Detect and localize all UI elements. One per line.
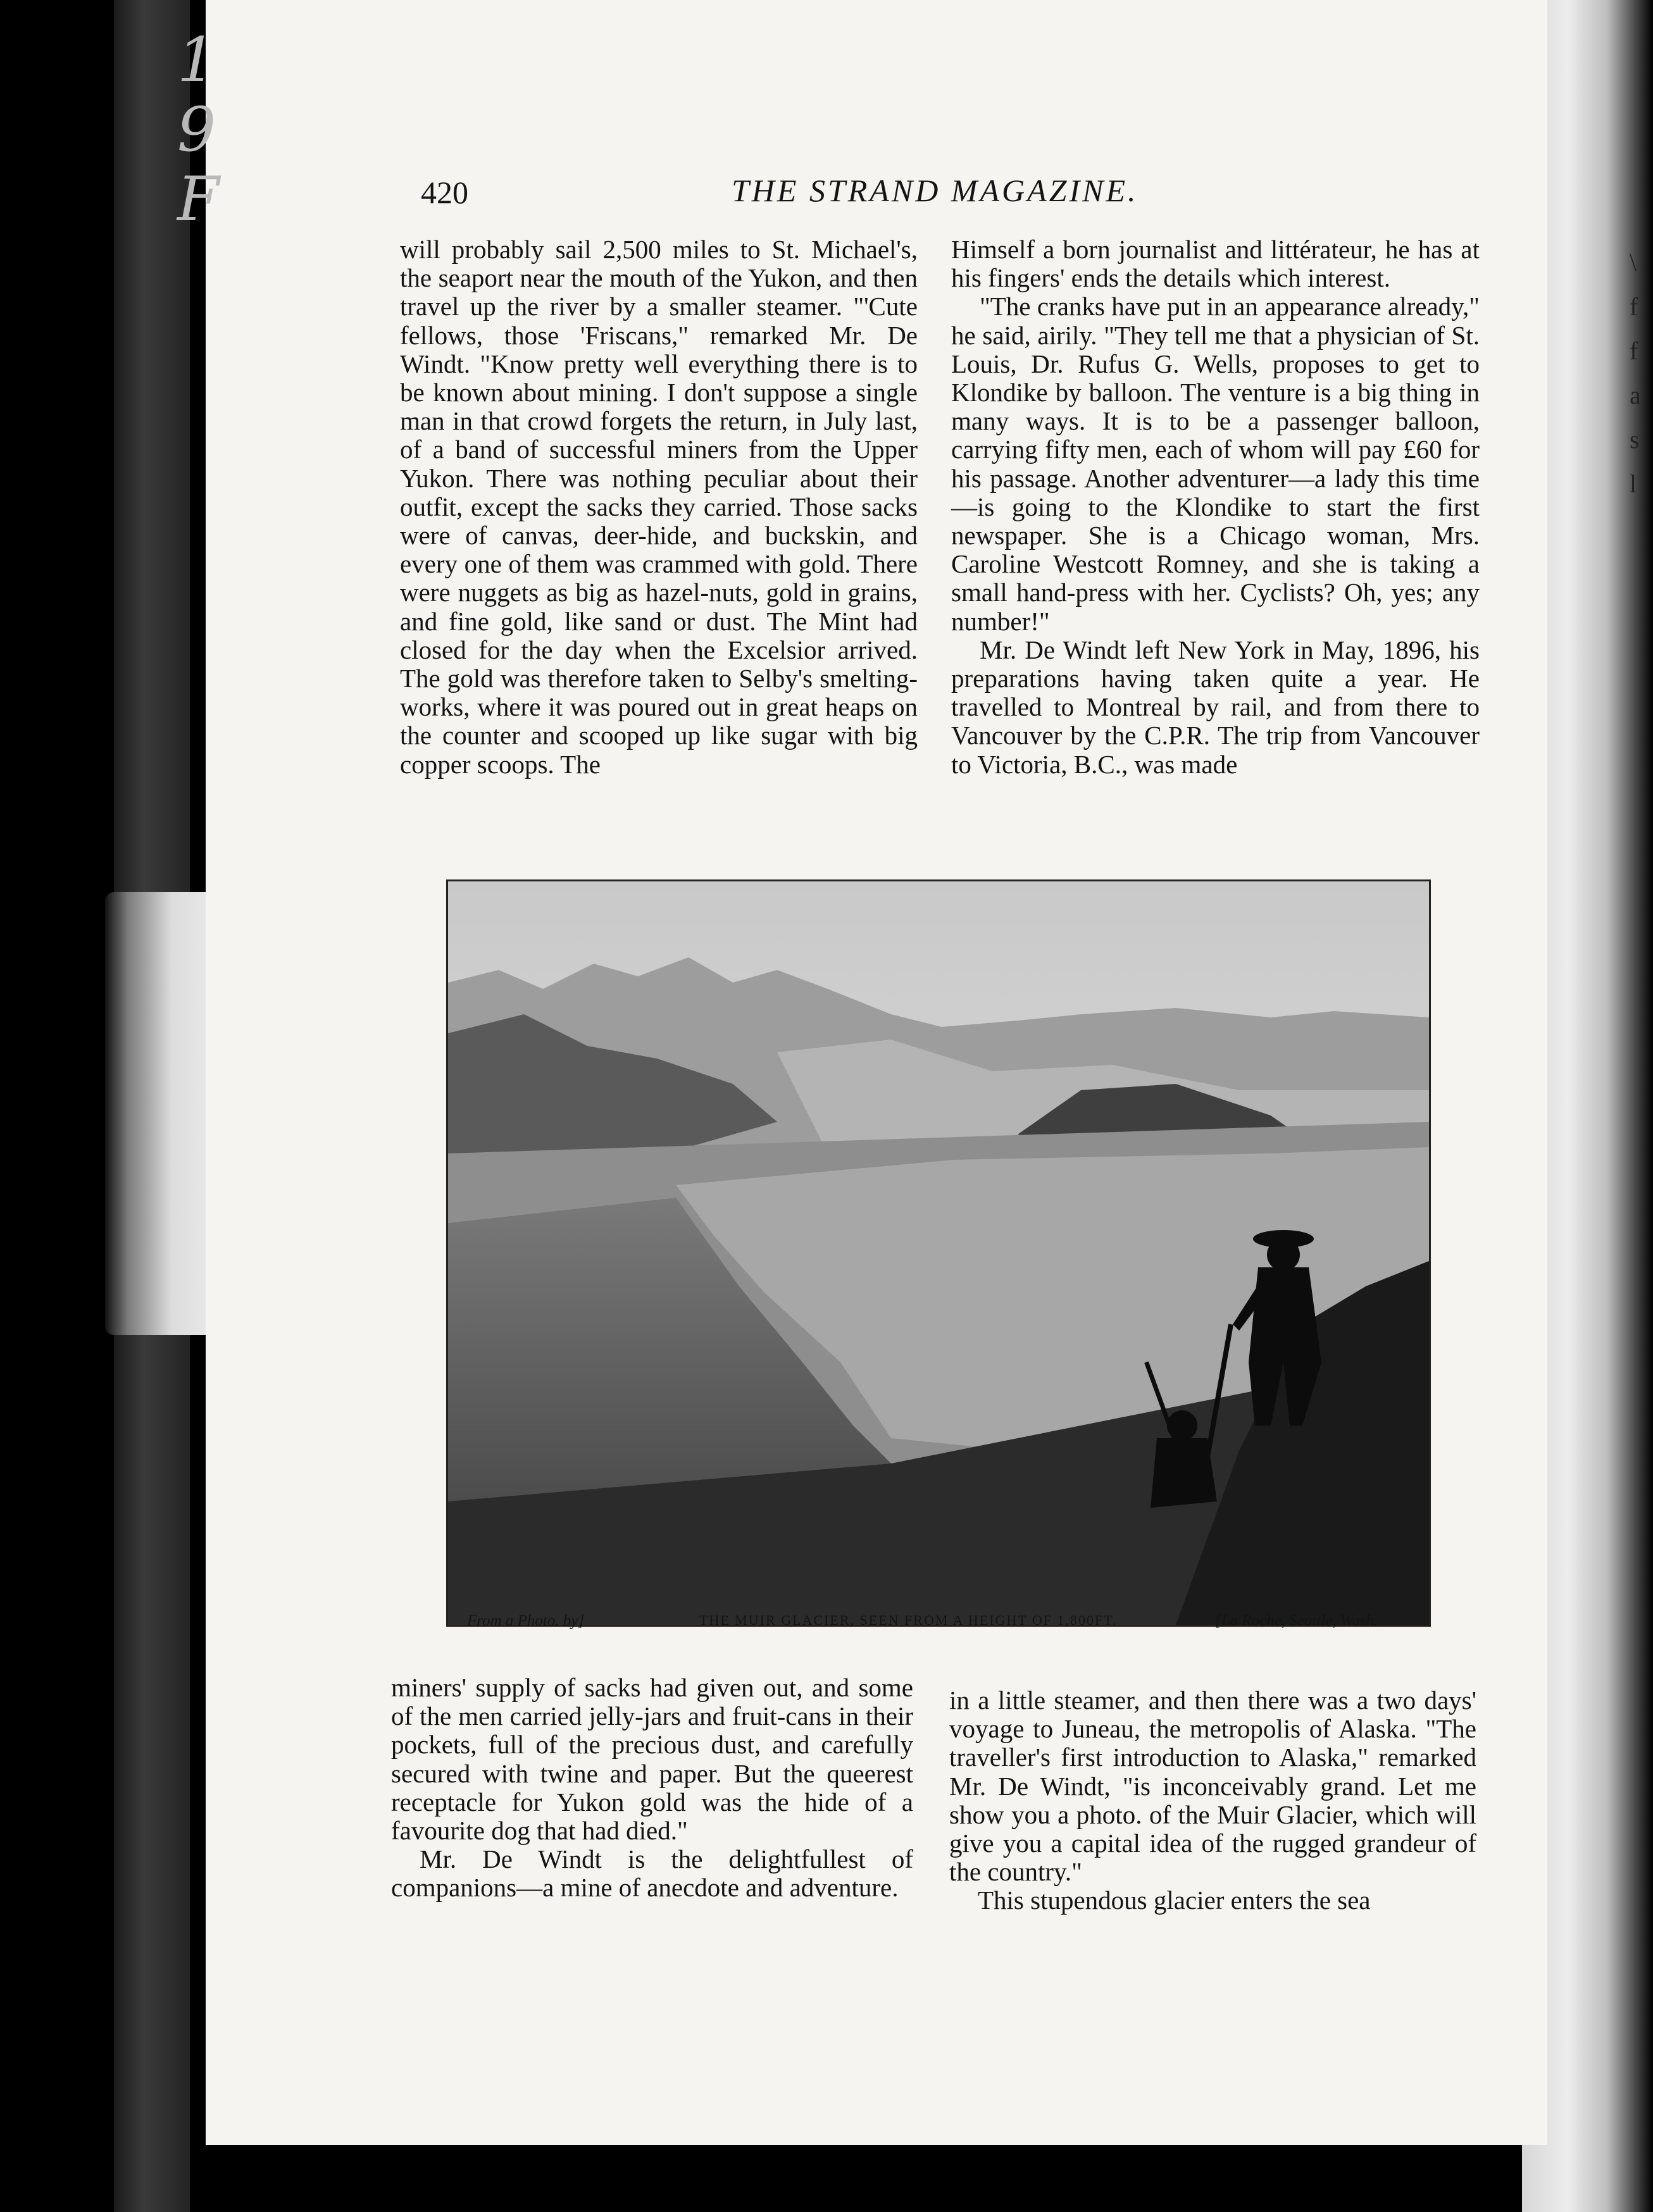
paragraph: Himself a born journalist and littérateur, he has at his fingers' ends the details which interest.	[951, 235, 1480, 293]
paragraph: will probably sail 2,500 miles to St. Michael's, the seaport near the mouth of the Yukon, and then travel up the river by a smaller steamer. "'Cute fellows, those 'Friscans," remarked Mr. De Windt. "Know pretty well everything there is to be known about mining. I don't suppose a single man in that crowd forgets the return, in July last, of a band of successful miners from the Upper Yukon. There was nothing peculiar about their outfit, except the sacks they carried. Those sacks were of canvas, deer-hide, and buckskin, and every one of them was crammed with gold. There were nuggets as big as hazel-nuts, gold in grains, and fine gold, like sand or dust. The Mint had closed for the day when the Excelsior arrived. The gold was therefore taken to Selby's smelting-works, where it was poured out in great heaps on the counter and scooped up like sugar with big copper scoops. The	[400, 235, 918, 779]
adjacent-page-edge: \ f f a s l	[1630, 248, 1641, 498]
photo-credit-right: [La Roche, Seattle, Wash.	[1215, 1612, 1378, 1629]
column-top-right	[951, 235, 1480, 779]
page-number: 420	[421, 175, 468, 210]
paragraph: Mr. De Windt left New York in May, 1896, his preparations having taken quite a year. He travelled to Montreal by rail, and from there to Vancouver by the C.P.R. The trip from Vancouver to Victoria, B.C., was made	[951, 635, 1480, 779]
figure-caption: THE MUIR GLACIER, SEEN FROM A HEIGHT OF 1,800FT.	[699, 1612, 1118, 1628]
paragraph: "The cranks have put in an appearance already," he said, airily. "They tell me that a physician of St. Louis, Dr. Rufus G. Wells, proposes to get to Klondike by balloon. The venture is a big thing in many ways. It is to be a passenger balloon, carrying fifty men, each of whom will pay £60 for his passage. Another adventurer—a lady this time—is going to the Klondike to start the first newspaper. She is a Chicago woman, Mrs. Caroline Westcott Romney, and she is taking a small hand-press with her. Cyclists? Oh, yes; any number!"	[951, 292, 1480, 636]
paragraph: Mr. De Windt is the delightfullest of companions—a mine of anecdote and adventure.	[391, 1844, 913, 1903]
column-bottom-left	[391, 1674, 913, 1903]
paragraph: This stupendous glacier enters the sea	[978, 1886, 1371, 1915]
paragraph: miners' supply of sacks had given out, and some of the men carried jelly-jars and fruit-cans in their pockets, full of the precious dust, and carefully secured with twine and paper. But the queerest receptacle for Yukon gold was the hide of a favourite dog that had died."	[391, 1673, 913, 1846]
column-bottom-right	[949, 1686, 1476, 1915]
running-title: THE STRAND MAGAZINE.	[732, 173, 1138, 208]
muir-glacier-photo	[446, 879, 1431, 1627]
paragraph: in a little steamer, and then there was a two days' voyage to Juneau, the metropolis of Alaska. "The traveller's first introduction to Alaska," remarked Mr. De Windt, "is inconceivably grand. Let me show you a photo. of the Muir Glacier, which will give you a capital idea of the rugged grandeur of the country."	[949, 1686, 1476, 1887]
photo-credit-left: From a Photo. by]	[467, 1612, 585, 1629]
handwritten-shelfmark: 1 9 F	[177, 25, 220, 235]
column-top-left	[400, 235, 918, 779]
